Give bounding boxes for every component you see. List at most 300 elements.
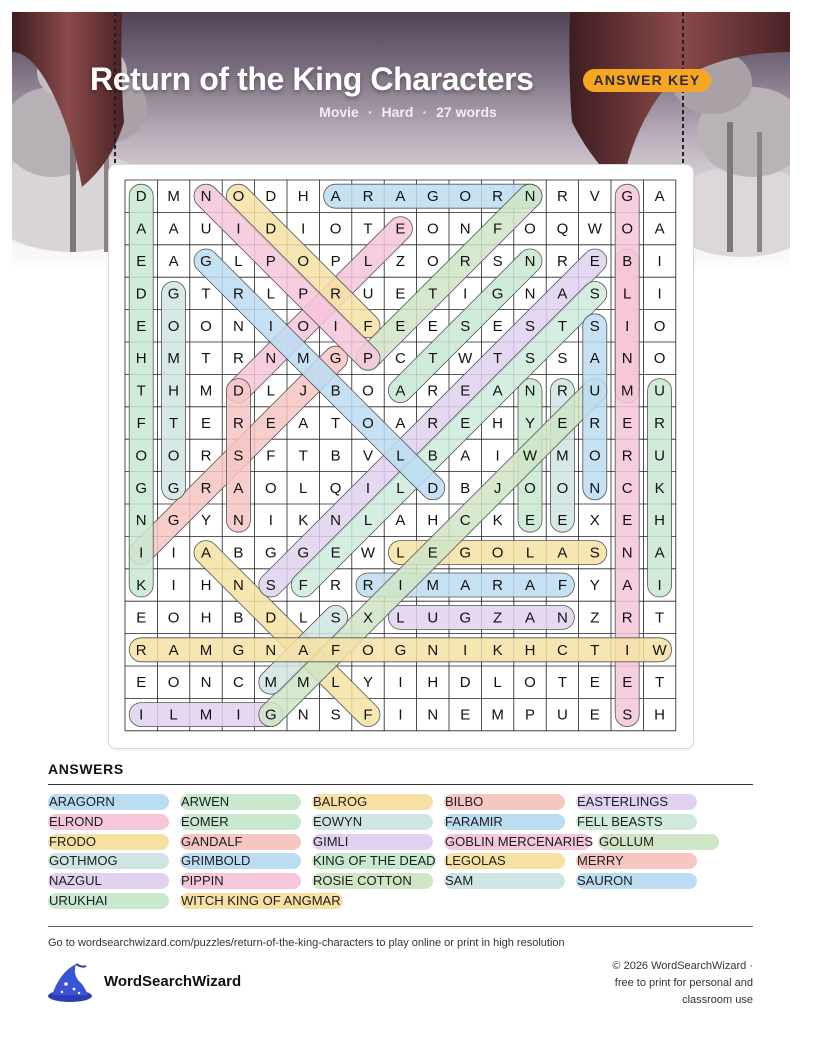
answers-divider [48,784,753,785]
grid-cell[interactable]: O [653,350,666,368]
grid-cell[interactable]: R [621,447,633,465]
grid-cell[interactable]: A [298,641,309,659]
grid-cell[interactable]: I [236,706,241,724]
grid-cell[interactable]: I [365,479,371,497]
grid-cell[interactable]: A [524,577,536,594]
grid-cell[interactable]: H [654,706,666,724]
grid-cell[interactable]: B [330,447,341,465]
grid-cell[interactable]: A [395,188,406,206]
grid-cell[interactable]: I [333,317,338,335]
grid-cell[interactable]: L [525,544,535,562]
grid-cell[interactable]: A [622,577,633,594]
grid-cell[interactable]: R [621,609,633,627]
grid-cell[interactable]: A [200,544,212,562]
grid-cell[interactable]: I [463,285,468,303]
grid-cell[interactable]: G [297,544,310,562]
grid-cell[interactable]: E [492,317,503,335]
grid-cell[interactable]: D [265,220,277,238]
grid-cell[interactable]: W [522,447,538,465]
grid-cell[interactable]: E [557,415,568,432]
grid-cell[interactable]: N [621,544,633,562]
grid-cell[interactable]: R [427,382,439,400]
grid-cell[interactable]: H [135,350,147,368]
grid-cell[interactable]: S [330,609,341,627]
grid-cell[interactable]: I [657,253,662,270]
grid-cell[interactable]: R [200,447,212,465]
grid-cell[interactable]: H [654,512,666,530]
grid-cell[interactable]: E [557,512,568,530]
grid-cell[interactable]: Z [493,609,503,627]
grid-cell[interactable]: T [201,285,211,303]
grid-cell[interactable]: A [395,415,406,432]
grid-cell[interactable]: E [622,512,633,530]
grid-cell[interactable]: E [395,220,406,238]
grid-cell[interactable]: H [492,415,504,432]
grid-cell[interactable]: A [524,609,536,627]
grid-cell[interactable]: N [524,285,536,303]
grid-cell[interactable]: D [427,479,439,497]
grid-cell[interactable]: R [556,253,568,270]
grid-cell[interactable]: A [654,544,665,562]
grid-cell[interactable]: E [589,674,600,692]
grid-cell[interactable]: N [589,479,601,497]
grid-cell[interactable]: C [621,479,633,497]
grid-cell[interactable]: K [654,479,665,497]
grid-cell[interactable]: N [232,512,244,530]
grid-cell[interactable]: I [268,317,273,335]
grid-cell[interactable]: O [556,479,569,497]
grid-cell[interactable]: M [264,674,278,692]
grid-cell[interactable]: R [492,188,504,206]
grid-cell[interactable]: E [427,544,438,562]
grid-cell[interactable]: R [232,415,244,432]
grid-cell[interactable]: L [396,609,405,627]
grid-cell[interactable]: O [362,382,374,400]
grid-cell[interactable]: G [264,706,277,724]
grid-cell[interactable]: M [620,382,634,400]
grid-cell[interactable]: P [330,253,341,270]
grid-cell[interactable]: O [297,253,310,270]
grid-cell[interactable]: I [268,512,273,530]
grid-cell[interactable]: J [299,382,307,400]
answer-word: EOMER [180,814,301,830]
grid-cell[interactable]: E [427,317,438,335]
grid-cell[interactable]: M [426,577,440,594]
grid-cell[interactable]: O [167,447,180,465]
grid-cell[interactable]: L [396,447,405,465]
grid-cell[interactable]: G [264,544,277,562]
grid-cell[interactable]: F [557,577,567,594]
grid-cell[interactable]: I [171,577,176,594]
grid-cell[interactable]: I [657,577,662,594]
grid-cell[interactable]: O [297,317,310,335]
highlight-sauron [583,314,607,500]
grid-cell[interactable]: A [557,544,568,562]
grid-cell[interactable]: W [587,220,602,238]
puzzle-meta [0,104,816,120]
grid-cell[interactable]: M [167,188,180,206]
grid-cell[interactable]: Q [329,479,342,497]
grid-cell[interactable]: N [524,382,536,400]
grid-cell[interactable]: L [234,253,243,270]
grid-cell[interactable]: G [459,609,472,627]
grid-cell[interactable]: I [398,577,403,594]
grid-cell[interactable]: O [362,415,374,432]
grid-cell[interactable]: A [168,641,179,659]
grid-cell[interactable]: S [589,317,600,335]
grid-cell[interactable]: L [266,382,275,400]
grid-cell[interactable]: O [329,220,342,238]
grid-cell[interactable]: U [556,706,568,724]
grid-cell[interactable]: O [459,188,472,206]
grid-cell[interactable]: I [171,544,176,562]
grid-cell[interactable]: F [298,577,308,594]
grid-cell[interactable]: Z [395,253,405,270]
grid-cell[interactable]: Y [524,415,536,432]
grid-cell[interactable]: Y [362,674,374,692]
grid-cell[interactable]: I [301,220,306,238]
grid-cell[interactable]: R [330,577,342,594]
grid-cell[interactable]: C [556,641,568,659]
grid-cell[interactable]: K [298,512,309,530]
grid-cell[interactable]: L [331,674,340,692]
grid-cell[interactable]: O [491,544,504,562]
grid-cell[interactable]: U [200,220,212,238]
grid-cell[interactable]: O [653,317,666,335]
grid-cell[interactable]: L [363,253,373,270]
grid-cell[interactable]: T [557,674,567,692]
grid-cell[interactable]: R [654,415,666,432]
grid-cell[interactable]: A [492,382,503,400]
grid-cell[interactable]: N [232,577,244,594]
answer-word: GOLLUM [598,834,719,850]
grid-cell[interactable]: S [492,253,503,270]
grid-cell[interactable]: I [398,674,403,692]
grid-cell[interactable]: E [395,285,406,303]
answer-word: FARAMIR [444,814,565,830]
grid-cell[interactable]: S [330,706,341,724]
grid-cell[interactable]: F [266,447,276,465]
grid-cell[interactable]: R [200,479,212,497]
grid-cell[interactable]: O [167,317,180,335]
answer-word: BALROG [312,794,433,810]
grid-cell[interactable]: A [168,220,179,238]
grid-cell[interactable]: R [362,188,374,206]
grid-cell[interactable]: T [363,220,373,238]
grid-cell[interactable]: T [493,350,503,368]
grid-cell[interactable]: N [330,512,342,530]
grid-cell[interactable]: C [459,512,471,530]
grid-cell[interactable]: E [622,674,633,692]
grid-cell[interactable]: U [589,382,601,400]
grid-cell[interactable]: K [492,641,503,659]
grid-cell[interactable]: T [298,447,308,465]
grid-cell[interactable]: W [360,544,376,562]
grid-cell[interactable]: H [200,609,212,627]
grid-cell[interactable]: G [167,512,180,530]
grid-cell[interactable]: S [557,350,568,368]
meta-category: Movie [319,104,359,120]
grid-cell[interactable]: U [654,447,666,465]
grid-cell[interactable]: L [396,544,405,562]
grid-cell[interactable]: A [298,415,309,432]
grid-cell[interactable]: B [330,382,341,400]
grid-cell[interactable]: D [232,382,244,400]
grid-cell[interactable]: A [233,479,244,497]
grid-cell[interactable]: E [265,415,276,432]
grid-cell[interactable]: A [330,188,341,206]
grid-cell[interactable]: M [167,350,180,368]
grid-cell[interactable]: D [135,285,147,303]
grid-cell[interactable]: O [588,447,601,465]
grid-cell[interactable]: K [136,577,147,594]
grid-cell[interactable]: O [524,220,536,238]
grid-cell[interactable]: F [363,706,373,724]
grid-cell[interactable]: R [232,285,244,303]
grid-cell[interactable]: H [200,577,212,594]
grid-cell[interactable]: E [136,609,147,627]
grid-cell[interactable]: G [232,641,245,659]
grid-cell[interactable]: B [427,447,438,465]
grid-cell[interactable]: N [459,220,471,238]
grid-cell[interactable]: G [491,285,504,303]
grid-cell[interactable]: M [296,674,310,692]
grid-cell[interactable]: E [200,415,212,432]
grid-cell[interactable]: M [296,350,310,368]
grid-cell[interactable]: N [427,706,439,724]
grid-cell[interactable]: G [135,479,148,497]
grid-cell[interactable]: R [492,577,504,594]
grid-cell[interactable]: A [460,577,471,594]
grid-cell[interactable]: E [524,512,536,530]
grid-cell[interactable]: O [264,479,277,497]
grid-cell[interactable]: E [136,253,147,270]
grid-cell[interactable]: A [589,350,600,368]
grid-cell[interactable]: T [557,317,567,335]
grid-cell[interactable]: P [298,285,309,303]
grid-cell[interactable]: G [329,350,342,368]
grid-cell[interactable]: Z [590,609,600,627]
grid-cell[interactable]: H [297,188,309,206]
grid-cell[interactable]: I [625,641,630,659]
grid-cell[interactable]: M [199,382,213,400]
grid-cell[interactable]: I [236,220,241,238]
grid-cell[interactable]: N [556,609,568,627]
grid-cell[interactable]: O [426,220,439,238]
grid-cell[interactable]: N [265,350,277,368]
grid-cell[interactable]: A [557,285,568,303]
grid-cell[interactable]: M [199,641,213,659]
grid-cell[interactable]: C [232,674,244,692]
grid-cell[interactable]: D [459,674,471,692]
grid-cell[interactable]: G [167,285,180,303]
grid-cell[interactable]: E [460,382,471,400]
grid-cell[interactable]: G [459,544,472,562]
grid-cell[interactable]: D [135,188,147,206]
grid-cell[interactable]: O [524,479,536,497]
grid-cell[interactable]: L [493,674,502,692]
meta-separator-1: · [367,104,373,120]
grid-cell[interactable]: U [362,285,374,303]
grid-cell[interactable]: R [556,382,568,400]
grid-cell[interactable]: O [135,447,148,465]
grid-cell[interactable]: V [589,188,600,206]
grid-cell[interactable]: E [136,317,147,335]
grid-cell[interactable]: U [654,382,666,400]
grid-cell[interactable]: R [330,285,342,303]
grid-cell[interactable]: L [396,479,405,497]
grid-cell[interactable]: F [331,641,341,659]
grid-cell[interactable]: A [168,253,179,270]
grid-cell[interactable]: V [362,447,374,465]
grid-cell[interactable]: A [395,382,406,400]
grid-cell[interactable]: S [524,317,536,335]
grid-cell[interactable]: O [167,609,180,627]
grid-cell[interactable]: N [524,253,536,270]
grid-cell[interactable]: H [524,641,536,659]
grid-cell[interactable]: E [622,415,633,432]
grid-cell[interactable]: O [232,188,245,206]
grid-cell[interactable]: S [524,350,536,368]
grid-cell[interactable]: O [426,253,439,270]
grid-cell[interactable]: S [233,447,244,465]
grid-cell[interactable]: T [169,415,179,432]
grid-cell[interactable]: O [621,220,634,238]
grid-cell[interactable]: G [621,188,634,206]
grid-cell[interactable]: M [199,706,213,724]
grid-cell[interactable]: Y [200,512,212,530]
grid-cell[interactable]: P [524,706,536,724]
grid-cell[interactable]: O [524,674,536,692]
grid-cell[interactable]: R [459,253,471,270]
grid-cell[interactable]: T [428,285,438,303]
grid-cell[interactable]: N [265,641,277,659]
grid-cell[interactable]: L [169,706,178,724]
grid-cell[interactable]: E [330,544,341,562]
grid-cell[interactable]: W [458,350,473,368]
grid-cell[interactable]: I [495,447,500,465]
grid-cell[interactable]: I [139,706,144,724]
grid-cell[interactable]: R [362,577,374,594]
grid-cell[interactable]: H [427,512,439,530]
grid-cell[interactable]: I [657,285,662,303]
grid-cell[interactable]: L [363,512,373,530]
grid-cell[interactable]: D [265,188,277,206]
grid-cell[interactable]: N [621,350,633,368]
grid-cell[interactable]: K [492,512,503,530]
grid-cell[interactable]: E [589,253,600,270]
grid-cell[interactable]: A [136,220,147,238]
grid-cell[interactable]: T [428,350,438,368]
grid-cell[interactable]: B [233,609,244,627]
grid-cell[interactable]: T [655,674,665,692]
grid-cell[interactable]: P [265,253,276,270]
grid-cell[interactable]: T [655,609,665,627]
grid-cell[interactable]: F [136,415,146,432]
grid-cell[interactable]: T [331,415,341,432]
grid-cell[interactable]: G [167,479,180,497]
grid-cell[interactable]: B [233,544,244,562]
grid-cell[interactable]: I [463,641,468,659]
grid-cell[interactable]: U [427,609,439,627]
grid-cell[interactable]: S [265,577,276,594]
wizard-hat-icon [46,962,94,1004]
grid-cell[interactable]: N [232,317,244,335]
grid-cell[interactable]: O [200,317,212,335]
grid-cell[interactable]: S [589,544,600,562]
grid-cell[interactable]: E [589,706,600,724]
grid-cell[interactable]: R [427,415,439,432]
grid-cell[interactable]: E [395,317,406,335]
grid-cell[interactable]: E [460,415,471,432]
grid-cell[interactable]: R [589,415,601,432]
grid-cell[interactable]: J [493,479,502,497]
grid-cell[interactable]: I [398,706,403,724]
grid-cell[interactable]: N [200,674,212,692]
grid-cell[interactable]: X [362,609,374,627]
grid-cell[interactable]: W [652,641,667,659]
grid-cell[interactable]: E [136,674,147,692]
grid-cell[interactable]: O [167,674,180,692]
grid-cell[interactable]: T [136,382,146,400]
grid-cell[interactable]: N [524,188,536,206]
grid-cell[interactable]: N [200,188,212,206]
grid-cell[interactable]: E [460,706,471,724]
grid-cell[interactable]: G [200,253,212,270]
grid-cell[interactable]: F [363,317,373,335]
grid-cell[interactable]: S [622,706,633,724]
grid-cell[interactable]: S [589,285,600,303]
grid-cell[interactable]: M [491,706,504,724]
grid-cell[interactable]: D [265,609,277,627]
answer-word: ROSIE COTTON [312,873,433,889]
grid-cell[interactable]: M [556,447,569,465]
grid-cell[interactable]: H [427,674,439,692]
grid-cell[interactable]: I [139,544,144,562]
grid-cell[interactable]: N [135,512,147,530]
grid-cell[interactable]: N [427,641,439,659]
grid-cell[interactable]: L [299,479,308,497]
grid-cell[interactable]: I [625,317,630,335]
grid-cell[interactable]: P [362,350,374,368]
grid-cell[interactable]: R [135,641,147,659]
grid-cell[interactable]: H [168,382,180,400]
grid-cell[interactable]: S [460,317,471,335]
grid-cell[interactable]: N [297,706,309,724]
grid-cell[interactable]: T [590,641,600,659]
grid-cell[interactable]: T [201,350,211,368]
grid-cell[interactable]: A [654,220,665,238]
grid-cell[interactable]: C [394,350,406,368]
grid-cell[interactable]: G [426,188,439,206]
grid-cell[interactable]: R [232,350,244,368]
grid-cell[interactable]: A [460,447,471,465]
grid-cell[interactable]: B [622,253,633,270]
grid-cell[interactable]: O [362,641,374,659]
grid-cell[interactable]: X [589,512,600,530]
grid-cell[interactable]: R [556,188,568,206]
grid-cell[interactable]: L [299,609,308,627]
grid-cell[interactable]: A [654,188,665,206]
grid-cell[interactable]: F [493,220,503,238]
grid-cell[interactable]: B [460,479,471,497]
grid-cell[interactable]: L [623,285,632,303]
grid-cell[interactable]: A [395,512,406,530]
grid-cell[interactable]: G [394,641,407,659]
grid-cell[interactable]: Q [556,220,569,238]
grid-cell[interactable]: L [266,285,275,303]
grid-cell[interactable]: Y [589,577,600,594]
